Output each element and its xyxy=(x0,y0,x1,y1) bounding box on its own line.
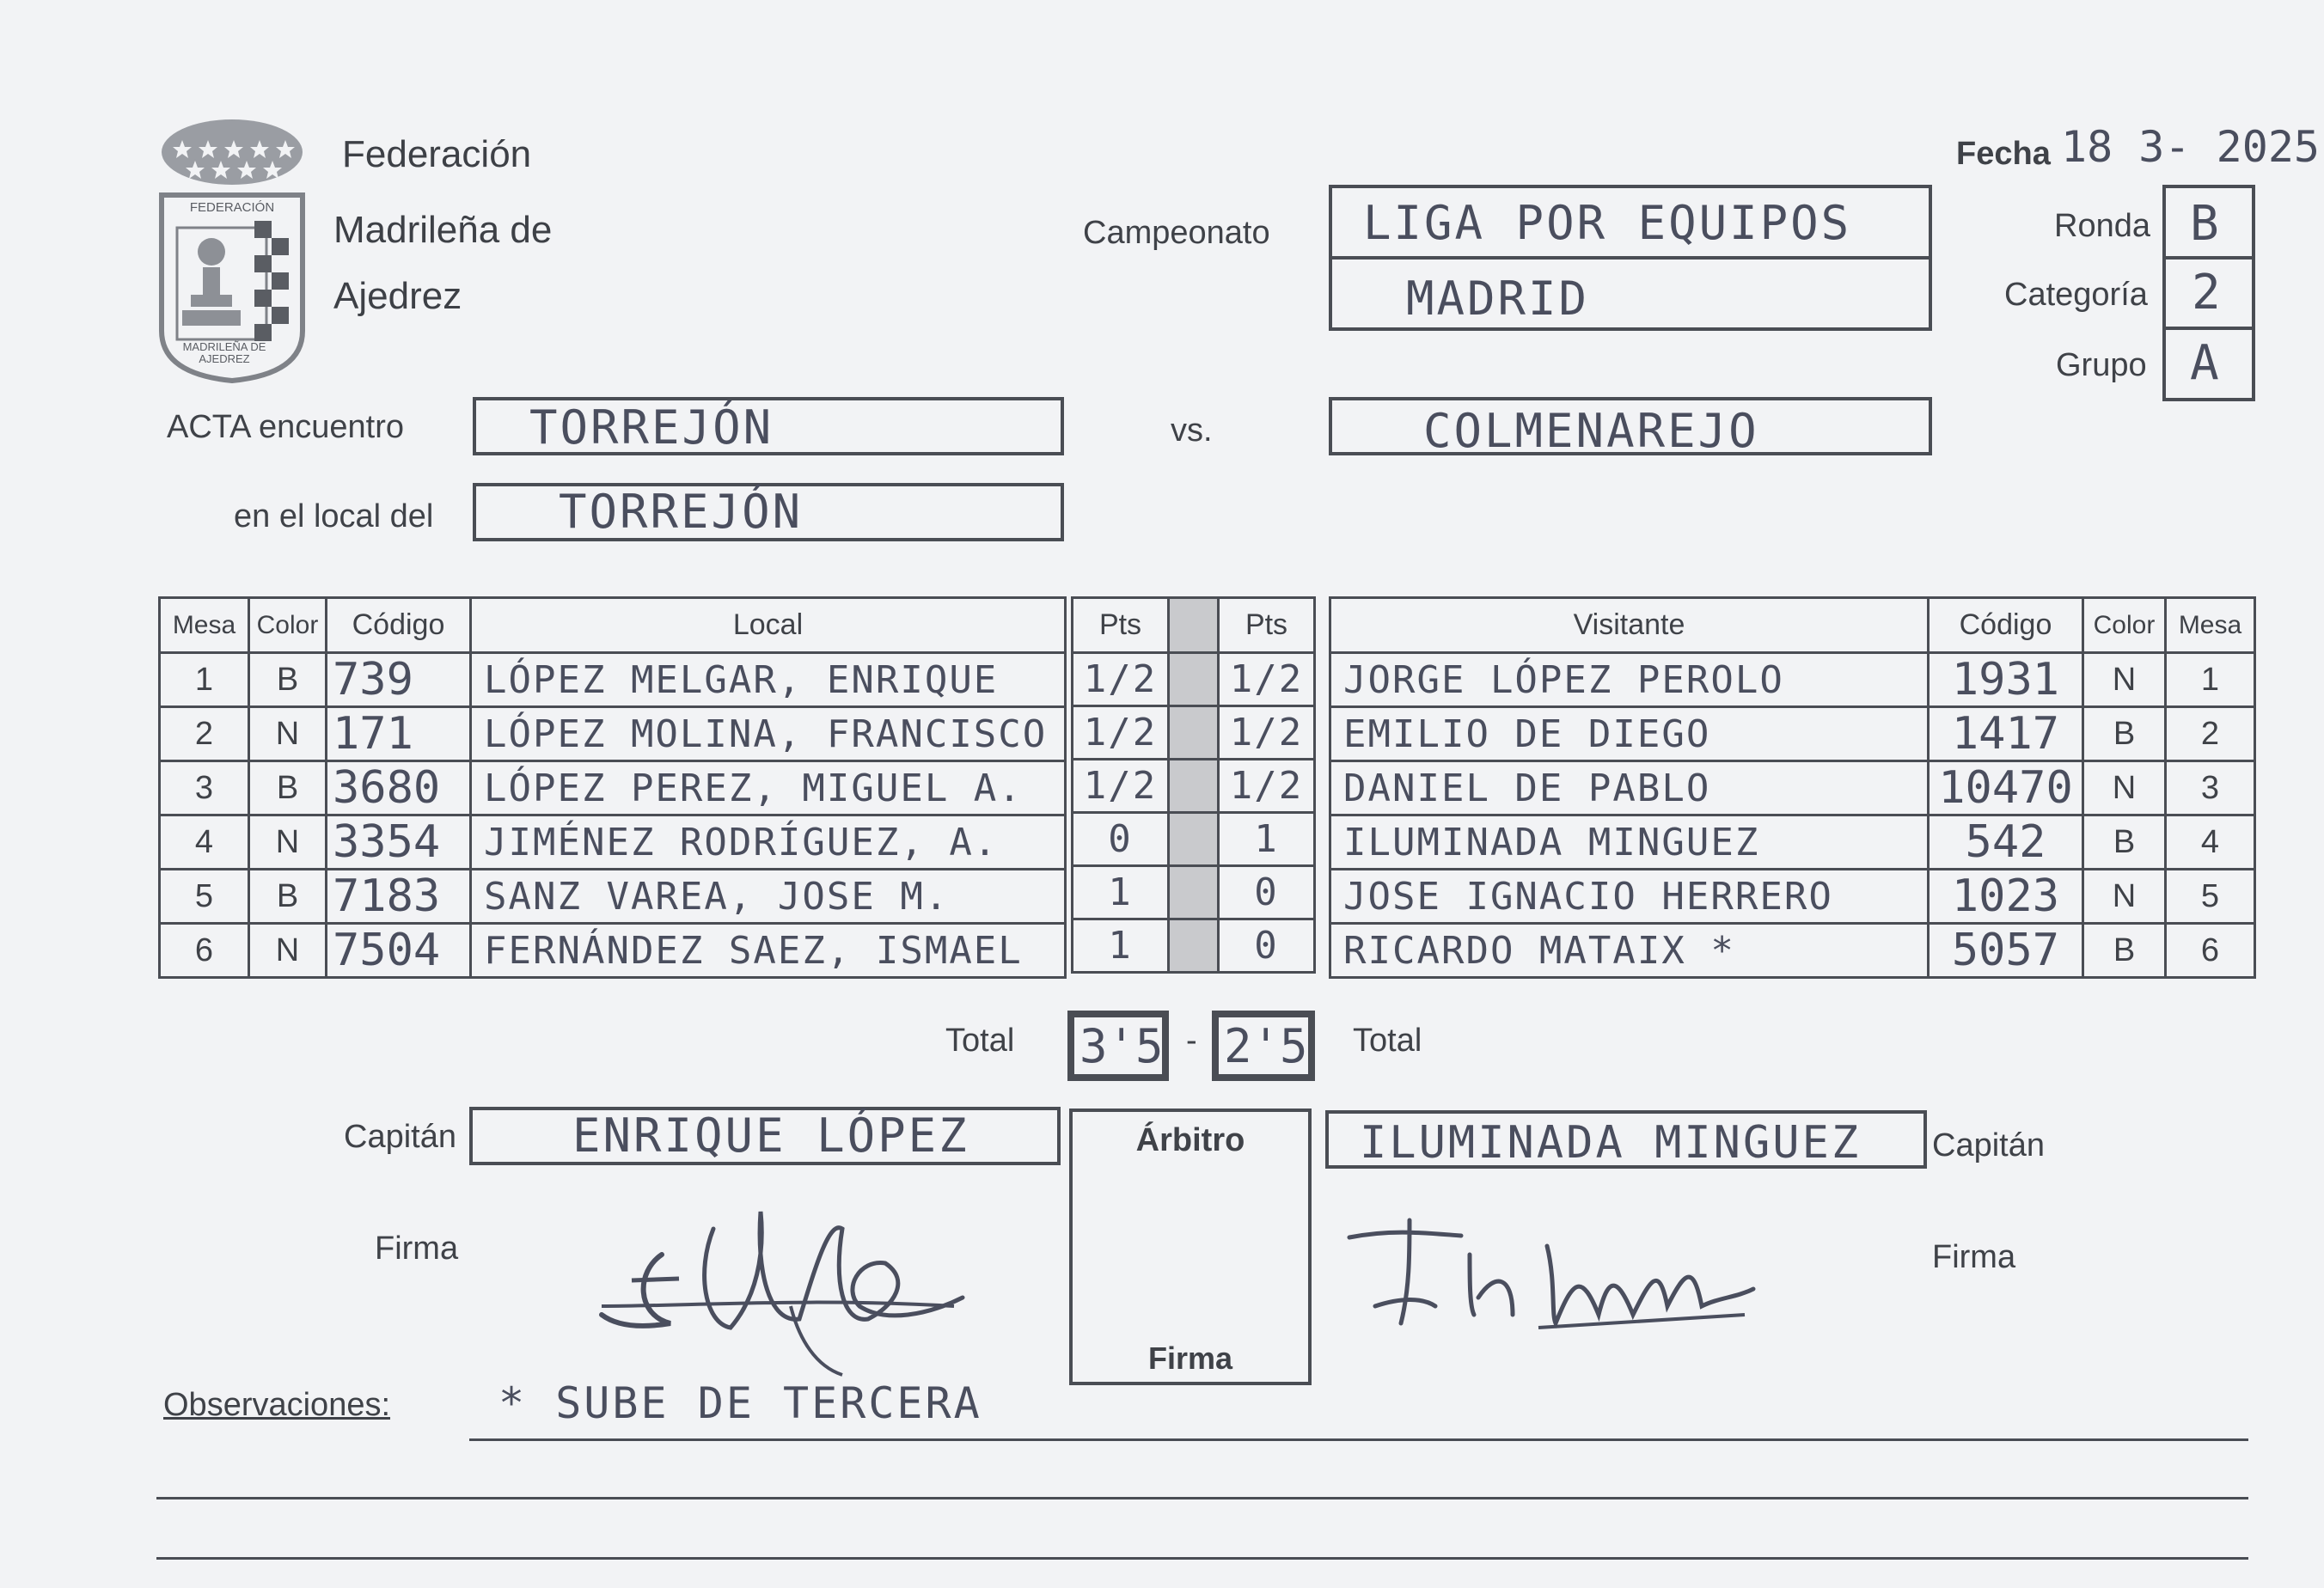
v-codigo-cell: 1417 xyxy=(1929,707,2083,761)
mesa-cell: 6 xyxy=(160,924,249,978)
visitor-player-cell: ILUMINADA MINGUEZ xyxy=(1330,815,1929,870)
away-captain: ILUMINADA MINGUEZ xyxy=(1360,1117,1862,1169)
codigo-cell: 739 xyxy=(327,653,471,707)
header-v-mesa: Mesa xyxy=(2166,598,2255,653)
table-row xyxy=(1073,760,1315,813)
v-codigo-cell: 5057 xyxy=(1929,924,2083,978)
v-mesa-cell: 1 xyxy=(2166,653,2255,707)
local-player-cell: FERNÁNDEZ SAEZ, ISMAEL xyxy=(471,924,1066,978)
local-player-cell: LÓPEZ PEREZ, MIGUEL A. xyxy=(471,761,1066,815)
v-color-cell: B xyxy=(2083,707,2166,761)
table-row xyxy=(1330,761,2255,815)
total-away: 2'5 xyxy=(1224,1019,1308,1073)
pts-local-cell: 1/2 xyxy=(1073,653,1169,706)
v-color-cell: N xyxy=(2083,761,2166,815)
table-row xyxy=(1073,813,1315,866)
arbitro-firma-label: Firma xyxy=(1147,1341,1233,1376)
pts-local-cell: 1 xyxy=(1073,919,1169,973)
campeonato-line-2: MADRID xyxy=(1406,272,1590,326)
home-captain-label: Capitán xyxy=(344,1119,456,1155)
campeonato-label: Campeonato xyxy=(1083,215,1270,251)
pts-visit-cell: 1/2 xyxy=(1219,653,1315,706)
v-codigo-cell: 1023 xyxy=(1929,870,2083,924)
categoria-label: Categoría xyxy=(2004,277,2148,313)
color-cell: N xyxy=(249,707,327,761)
away-team: COLMENAREJO xyxy=(1423,404,1759,458)
org-line-1: Federación xyxy=(342,133,532,175)
visitor-player-cell: DANIEL DE PABLO xyxy=(1330,761,1929,815)
codigo-cell: 171 xyxy=(327,707,471,761)
table-row xyxy=(160,815,1066,870)
table-row xyxy=(1330,815,2255,870)
pts-visit-cell: 1/2 xyxy=(1219,760,1315,813)
pts-local-cell: 1/2 xyxy=(1073,760,1169,813)
fecha-value: 18 3- 2025 xyxy=(2061,122,2321,172)
header-v-codigo: Código xyxy=(1929,598,2083,653)
table-row xyxy=(1073,866,1315,919)
fecha-label: Fecha xyxy=(1956,136,2051,172)
home-signature xyxy=(584,1177,980,1401)
visitor-player-cell: JOSE IGNACIO HERRERO xyxy=(1330,870,1929,924)
header-color: Color xyxy=(249,598,327,653)
v-mesa-cell: 4 xyxy=(2166,815,2255,870)
pts-local-cell: 1/2 xyxy=(1073,706,1169,760)
table-row xyxy=(1330,707,2255,761)
home-captain: ENRIQUE LÓPEZ xyxy=(572,1109,969,1163)
away-captain-label: Capitán xyxy=(1932,1127,2045,1164)
pts-visit-cell: 1 xyxy=(1219,813,1315,866)
color-cell: N xyxy=(249,924,327,978)
observaciones-label: Observaciones: xyxy=(163,1387,391,1423)
home-team: TORREJÓN xyxy=(529,400,774,455)
codigo-cell: 3680 xyxy=(327,761,471,815)
mesa-cell: 3 xyxy=(160,761,249,815)
observaciones-line-1 xyxy=(469,1438,2248,1441)
color-cell: B xyxy=(249,761,327,815)
header-pts-visit: Pts xyxy=(1219,598,1315,653)
logo-bottom-text: MADRILEÑA DE AJEDREZ xyxy=(182,340,266,365)
pts-visit-cell: 0 xyxy=(1219,866,1315,919)
total-home: 3'5 xyxy=(1079,1019,1164,1073)
pts-local-cell: 1 xyxy=(1073,866,1169,919)
logo-top-text: FEDERACIÓN xyxy=(189,200,275,215)
mesa-cell: 4 xyxy=(160,815,249,870)
away-firma-label: Firma xyxy=(1932,1239,2016,1275)
header-codigo: Código xyxy=(327,598,471,653)
color-cell: N xyxy=(249,815,327,870)
total-separator: - xyxy=(1186,1023,1197,1059)
home-firma-label: Firma xyxy=(375,1231,459,1267)
away-signature xyxy=(1341,1203,1771,1349)
local-player-cell: LÓPEZ MELGAR, ENRIQUE xyxy=(471,653,1066,707)
codigo-cell: 7504 xyxy=(327,924,471,978)
venue: TORREJÓN xyxy=(559,485,804,539)
org-line-2: Madrileña de xyxy=(333,209,553,251)
grupo-value: A xyxy=(2190,335,2222,391)
table-row xyxy=(1330,870,2255,924)
table-row xyxy=(160,924,1066,978)
table-row xyxy=(1330,653,2255,707)
pts-local-cell: 0 xyxy=(1073,813,1169,866)
observaciones-line-3 xyxy=(156,1557,2248,1560)
table-row xyxy=(1073,919,1315,973)
pts-visit-cell: 1/2 xyxy=(1219,706,1315,760)
color-cell: B xyxy=(249,653,327,707)
federation-logo xyxy=(156,116,308,384)
org-line-3: Ajedrez xyxy=(333,275,462,317)
v-color-cell: N xyxy=(2083,653,2166,707)
pts-visit-cell: 0 xyxy=(1219,919,1315,973)
local-player-cell: JIMÉNEZ RODRÍGUEZ, A. xyxy=(471,815,1066,870)
visitor-player-cell: RICARDO MATAIX * xyxy=(1330,924,1929,978)
v-mesa-cell: 2 xyxy=(2166,707,2255,761)
visitor-player-cell: EMILIO DE DIEGO xyxy=(1330,707,1929,761)
total-label-left: Total xyxy=(945,1023,1015,1059)
table-row xyxy=(1073,706,1315,760)
table-row xyxy=(160,653,1066,707)
grupo-label: Grupo xyxy=(2056,347,2147,383)
header-mesa: Mesa xyxy=(160,598,249,653)
ronda-label: Ronda xyxy=(2054,208,2150,244)
table-row xyxy=(160,761,1066,815)
v-color-cell: B xyxy=(2083,924,2166,978)
table-row xyxy=(160,870,1066,924)
table-row xyxy=(160,707,1066,761)
campeonato-line-1: LIGA POR EQUIPOS xyxy=(1363,196,1852,250)
local-player-cell: LÓPEZ MOLINA, FRANCISCO xyxy=(471,707,1066,761)
v-codigo-cell: 542 xyxy=(1929,815,2083,870)
home-results-table xyxy=(158,596,1067,979)
table-row xyxy=(1073,653,1315,706)
mesa-cell: 5 xyxy=(160,870,249,924)
ronda-value: B xyxy=(2190,196,2222,252)
mesa-cell: 1 xyxy=(160,653,249,707)
vs-label: vs. xyxy=(1171,412,1213,449)
color-cell: B xyxy=(249,870,327,924)
v-codigo-cell: 10470 xyxy=(1929,761,2083,815)
observaciones-text: * SUBE DE TERCERA xyxy=(498,1378,982,1428)
visitor-results-table xyxy=(1329,596,2256,979)
venue-label: en el local del xyxy=(234,498,434,534)
visitor-player-cell: JORGE LÓPEZ PEROLO xyxy=(1330,653,1929,707)
header-local: Local xyxy=(471,598,1066,653)
v-mesa-cell: 3 xyxy=(2166,761,2255,815)
header-pts-local: Pts xyxy=(1073,598,1169,653)
total-label-right: Total xyxy=(1353,1023,1422,1059)
v-mesa-cell: 5 xyxy=(2166,870,2255,924)
v-codigo-cell: 1931 xyxy=(1929,653,2083,707)
codigo-cell: 7183 xyxy=(327,870,471,924)
arbitro-label: Árbitro xyxy=(1135,1122,1245,1158)
v-color-cell: N xyxy=(2083,870,2166,924)
codigo-cell: 3354 xyxy=(327,815,471,870)
categoria-value: 2 xyxy=(2192,265,2223,321)
table-row xyxy=(1330,924,2255,978)
acta-label: ACTA encuentro xyxy=(167,409,405,445)
header-visitante: Visitante xyxy=(1330,598,1929,653)
header-v-color: Color xyxy=(2083,598,2166,653)
v-mesa-cell: 6 xyxy=(2166,924,2255,978)
local-player-cell: SANZ VAREA, JOSE M. xyxy=(471,870,1066,924)
v-color-cell: B xyxy=(2083,815,2166,870)
mesa-cell: 2 xyxy=(160,707,249,761)
points-table xyxy=(1071,596,1316,974)
observaciones-line-2 xyxy=(156,1497,2248,1499)
